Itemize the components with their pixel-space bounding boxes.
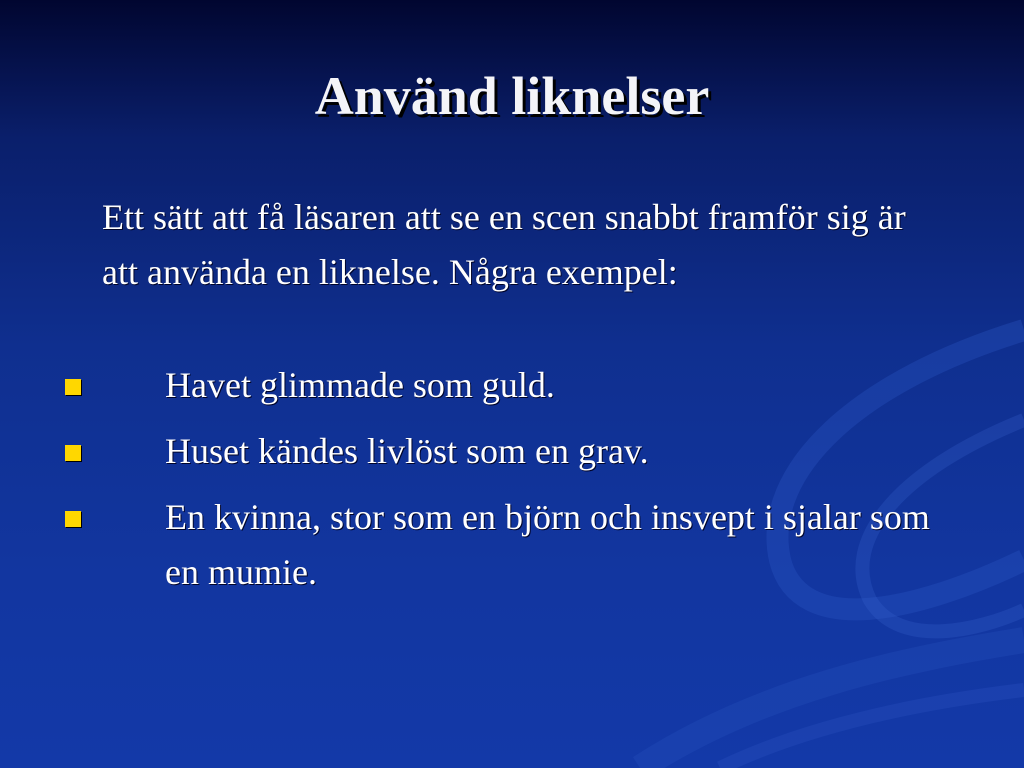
bullet-item [0,358,1024,413]
bullet-item [0,424,1024,479]
bullet-item [0,490,1024,600]
square-bullet-icon [65,445,81,461]
bullet-text: Huset kändes livlöst som en grav. [165,431,649,471]
bullet-list [0,358,1024,611]
bullet-text: En kvinna, stor som en björn och insvept i sjalar som en mumie. [165,497,930,592]
square-bullet-icon [65,511,81,527]
square-bullet-icon [65,379,81,395]
slide-title: Använd liknelser [314,66,710,126]
bullet-text: Havet glimmade som guld. [165,365,555,405]
intro-paragraph: Ett sätt att få läsaren att se en scen snabbt framför sig är att använda en liknelse. Några exempel: [102,197,906,292]
